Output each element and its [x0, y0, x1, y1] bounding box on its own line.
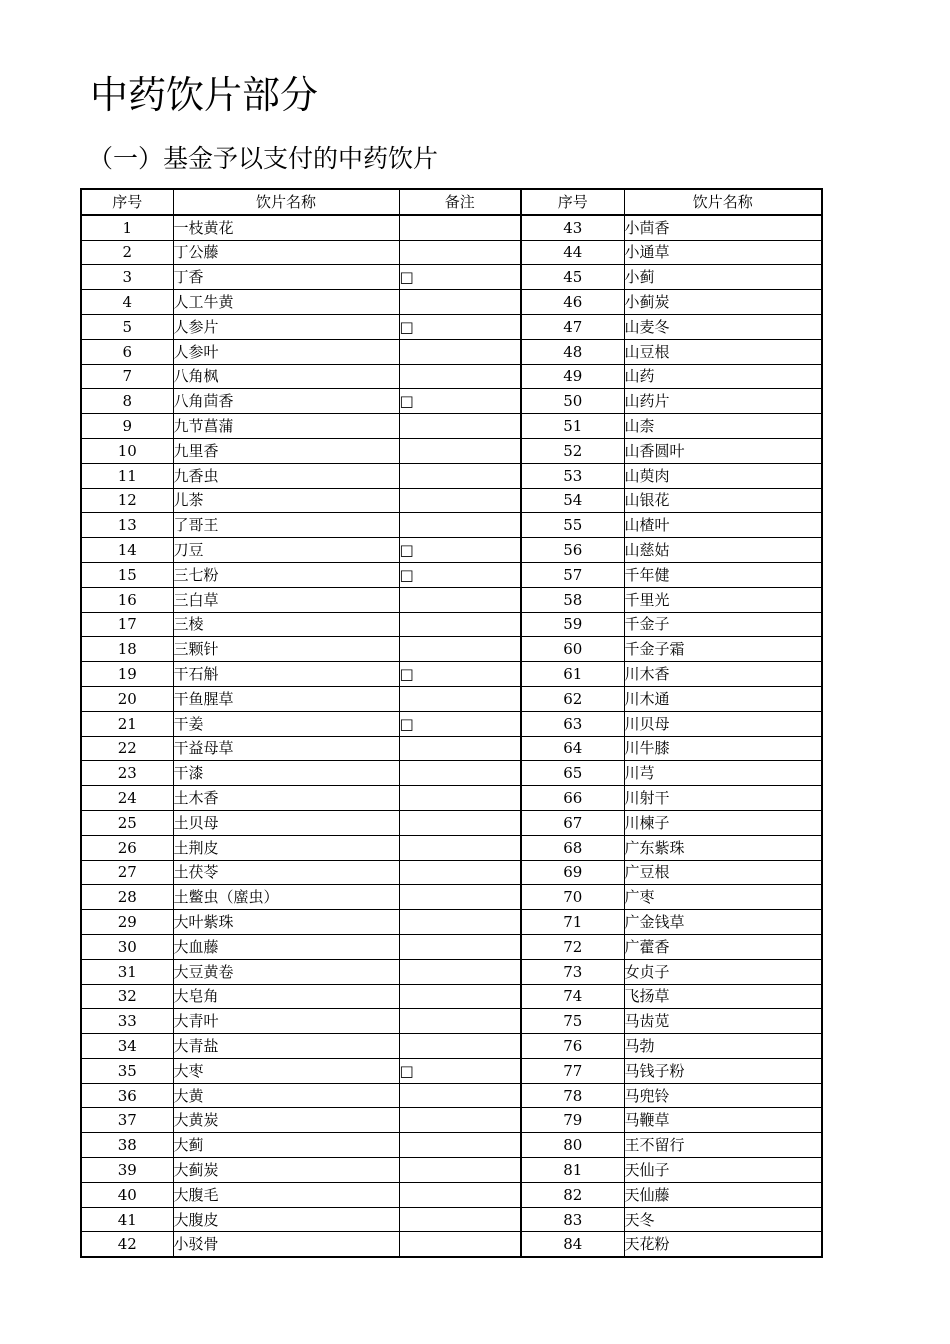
seq-right-cell: 61 — [521, 662, 624, 687]
header-name-left: 饮片名称 — [173, 189, 399, 215]
note-cell — [399, 587, 521, 612]
seq-right-cell: 69 — [521, 860, 624, 885]
name-right-cell: 马钱子粉 — [624, 1058, 822, 1083]
name-right-cell: 广金钱草 — [624, 910, 822, 935]
seq-left-cell: 3 — [81, 265, 173, 290]
seq-right-cell: 75 — [521, 1009, 624, 1034]
seq-right-cell: 59 — [521, 612, 624, 637]
seq-left-cell: 29 — [81, 910, 173, 935]
seq-left-cell: 27 — [81, 860, 173, 885]
seq-right-cell: 67 — [521, 810, 624, 835]
herbal-pieces-table — [80, 188, 823, 1258]
note-cell — [399, 1034, 521, 1059]
seq-right-cell: 57 — [521, 562, 624, 587]
note-cell — [399, 934, 521, 959]
name-right-cell: 天花粉 — [624, 1232, 822, 1257]
name-right-cell: 马勃 — [624, 1034, 822, 1059]
name-left-cell: 三棱 — [173, 612, 399, 637]
header-note: 备注 — [399, 189, 521, 215]
name-left-cell: 大腹皮 — [173, 1207, 399, 1232]
table-row — [81, 1158, 822, 1183]
seq-left-cell: 30 — [81, 934, 173, 959]
name-left-cell: 一枝黄花 — [173, 215, 399, 240]
name-right-cell: 天仙子 — [624, 1158, 822, 1183]
seq-left-cell: 31 — [81, 959, 173, 984]
table-row — [81, 1207, 822, 1232]
note-cell — [399, 959, 521, 984]
name-left-cell: 土木香 — [173, 786, 399, 811]
note-cell — [399, 860, 521, 885]
seq-left-cell: 4 — [81, 290, 173, 315]
name-left-cell: 丁公藤 — [173, 240, 399, 265]
table-row — [81, 314, 822, 339]
name-left-cell: 了哥王 — [173, 513, 399, 538]
seq-right-cell: 52 — [521, 438, 624, 463]
name-right-cell: 川木香 — [624, 662, 822, 687]
seq-left-cell: 39 — [81, 1158, 173, 1183]
table-row — [81, 934, 822, 959]
note-cell — [399, 1232, 521, 1257]
name-right-cell: 千金子 — [624, 612, 822, 637]
note-cell — [399, 1182, 521, 1207]
seq-left-cell: 1 — [81, 215, 173, 240]
seq-right-cell: 72 — [521, 934, 624, 959]
note-cell — [399, 637, 521, 662]
table-row — [81, 984, 822, 1009]
name-right-cell: 小通草 — [624, 240, 822, 265]
name-left-cell: 大豆黄卷 — [173, 959, 399, 984]
name-right-cell: 广东紫珠 — [624, 835, 822, 860]
name-left-cell: 土鳖虫（䗪虫） — [173, 885, 399, 910]
note-cell — [399, 1158, 521, 1183]
table-row — [81, 885, 822, 910]
note-cell: □ — [399, 265, 521, 290]
name-left-cell: 三白草 — [173, 587, 399, 612]
note-cell — [399, 513, 521, 538]
note-cell — [399, 463, 521, 488]
seq-right-cell: 49 — [521, 364, 624, 389]
note-cell — [399, 414, 521, 439]
seq-right-cell: 70 — [521, 885, 624, 910]
table-row — [81, 1133, 822, 1158]
seq-left-cell: 18 — [81, 637, 173, 662]
name-left-cell: 土贝母 — [173, 810, 399, 835]
name-left-cell: 八角枫 — [173, 364, 399, 389]
seq-left-cell: 35 — [81, 1058, 173, 1083]
seq-left-cell: 13 — [81, 513, 173, 538]
seq-right-cell: 77 — [521, 1058, 624, 1083]
note-cell — [399, 761, 521, 786]
name-right-cell: 山麦冬 — [624, 314, 822, 339]
name-right-cell: 山豆根 — [624, 339, 822, 364]
table-row — [81, 265, 822, 290]
header-seq-left: 序号 — [81, 189, 173, 215]
name-left-cell: 干益母草 — [173, 736, 399, 761]
note-cell: □ — [399, 314, 521, 339]
table-header-row — [81, 189, 822, 215]
seq-right-cell: 55 — [521, 513, 624, 538]
name-left-cell: 九香虫 — [173, 463, 399, 488]
seq-right-cell: 50 — [521, 389, 624, 414]
table-row — [81, 414, 822, 439]
name-right-cell: 川木通 — [624, 686, 822, 711]
table-row — [81, 488, 822, 513]
table-row — [81, 662, 822, 687]
section-subtitle: （一）基金予以支付的中药饮片 — [88, 144, 439, 173]
seq-right-cell: 53 — [521, 463, 624, 488]
seq-left-cell: 6 — [81, 339, 173, 364]
table-row — [81, 736, 822, 761]
seq-left-cell: 17 — [81, 612, 173, 637]
name-left-cell: 三七粉 — [173, 562, 399, 587]
seq-right-cell: 56 — [521, 538, 624, 563]
name-left-cell: 刀豆 — [173, 538, 399, 563]
table-row — [81, 364, 822, 389]
table-row — [81, 1232, 822, 1257]
seq-left-cell: 41 — [81, 1207, 173, 1232]
seq-right-cell: 79 — [521, 1108, 624, 1133]
table-row — [81, 686, 822, 711]
name-right-cell: 广枣 — [624, 885, 822, 910]
table-row — [81, 1108, 822, 1133]
name-right-cell: 飞扬草 — [624, 984, 822, 1009]
note-cell — [399, 364, 521, 389]
name-left-cell: 干姜 — [173, 711, 399, 736]
note-cell — [399, 1207, 521, 1232]
table-row — [81, 1034, 822, 1059]
table-row — [81, 389, 822, 414]
name-left-cell: 三颗针 — [173, 637, 399, 662]
name-right-cell: 天仙藤 — [624, 1182, 822, 1207]
name-right-cell: 小茴香 — [624, 215, 822, 240]
name-right-cell: 天冬 — [624, 1207, 822, 1232]
name-right-cell: 王不留行 — [624, 1133, 822, 1158]
name-right-cell: 女贞子 — [624, 959, 822, 984]
seq-left-cell: 37 — [81, 1108, 173, 1133]
note-cell — [399, 835, 521, 860]
table-row — [81, 240, 822, 265]
seq-left-cell: 25 — [81, 810, 173, 835]
name-left-cell: 八角茴香 — [173, 389, 399, 414]
page-title: 中药饮片部分 — [90, 73, 319, 117]
name-right-cell: 山慈姑 — [624, 538, 822, 563]
table-row — [81, 513, 822, 538]
name-left-cell: 土荆皮 — [173, 835, 399, 860]
name-left-cell: 大枣 — [173, 1058, 399, 1083]
seq-left-cell: 2 — [81, 240, 173, 265]
seq-right-cell: 82 — [521, 1182, 624, 1207]
name-left-cell: 大叶紫珠 — [173, 910, 399, 935]
name-right-cell: 马齿苋 — [624, 1009, 822, 1034]
name-right-cell: 山银花 — [624, 488, 822, 513]
table-row — [81, 562, 822, 587]
seq-right-cell: 81 — [521, 1158, 624, 1183]
table-row — [81, 463, 822, 488]
name-right-cell: 马鞭草 — [624, 1108, 822, 1133]
note-cell — [399, 488, 521, 513]
seq-right-cell: 48 — [521, 339, 624, 364]
seq-right-cell: 58 — [521, 587, 624, 612]
name-left-cell: 大黄炭 — [173, 1108, 399, 1133]
seq-left-cell: 36 — [81, 1083, 173, 1108]
seq-right-cell: 46 — [521, 290, 624, 315]
seq-right-cell: 84 — [521, 1232, 624, 1257]
table-row — [81, 612, 822, 637]
name-left-cell: 丁香 — [173, 265, 399, 290]
seq-left-cell: 5 — [81, 314, 173, 339]
seq-left-cell: 7 — [81, 364, 173, 389]
name-right-cell: 山香圆叶 — [624, 438, 822, 463]
name-right-cell: 山萸肉 — [624, 463, 822, 488]
name-left-cell: 大腹毛 — [173, 1182, 399, 1207]
name-right-cell: 广豆根 — [624, 860, 822, 885]
seq-left-cell: 9 — [81, 414, 173, 439]
name-right-cell: 川射干 — [624, 786, 822, 811]
seq-left-cell: 12 — [81, 488, 173, 513]
name-right-cell: 小蓟 — [624, 265, 822, 290]
seq-left-cell: 42 — [81, 1232, 173, 1257]
name-left-cell: 儿茶 — [173, 488, 399, 513]
name-right-cell: 千年健 — [624, 562, 822, 587]
table-row — [81, 860, 822, 885]
seq-right-cell: 64 — [521, 736, 624, 761]
seq-left-cell: 14 — [81, 538, 173, 563]
seq-right-cell: 76 — [521, 1034, 624, 1059]
name-right-cell: 山楂叶 — [624, 513, 822, 538]
note-cell — [399, 736, 521, 761]
name-left-cell: 大蓟 — [173, 1133, 399, 1158]
table-row — [81, 215, 822, 240]
seq-right-cell: 83 — [521, 1207, 624, 1232]
name-left-cell: 干鱼腥草 — [173, 686, 399, 711]
seq-left-cell: 11 — [81, 463, 173, 488]
seq-left-cell: 24 — [81, 786, 173, 811]
name-right-cell: 川贝母 — [624, 711, 822, 736]
name-left-cell: 人参片 — [173, 314, 399, 339]
table-row — [81, 835, 822, 860]
seq-right-cell: 65 — [521, 761, 624, 786]
table-row — [81, 1058, 822, 1083]
note-cell — [399, 240, 521, 265]
seq-left-cell: 23 — [81, 761, 173, 786]
name-left-cell: 干漆 — [173, 761, 399, 786]
seq-right-cell: 51 — [521, 414, 624, 439]
seq-left-cell: 26 — [81, 835, 173, 860]
header-seq-right: 序号 — [521, 189, 624, 215]
seq-left-cell: 8 — [81, 389, 173, 414]
note-cell: □ — [399, 711, 521, 736]
table-row — [81, 438, 822, 463]
seq-right-cell: 62 — [521, 686, 624, 711]
seq-right-cell: 73 — [521, 959, 624, 984]
name-left-cell: 大青叶 — [173, 1009, 399, 1034]
seq-left-cell: 40 — [81, 1182, 173, 1207]
note-cell — [399, 612, 521, 637]
table-row — [81, 538, 822, 563]
seq-right-cell: 63 — [521, 711, 624, 736]
name-right-cell: 山药片 — [624, 389, 822, 414]
name-left-cell: 大血藤 — [173, 934, 399, 959]
seq-right-cell: 80 — [521, 1133, 624, 1158]
seq-right-cell: 47 — [521, 314, 624, 339]
table-row — [81, 637, 822, 662]
seq-left-cell: 38 — [81, 1133, 173, 1158]
note-cell — [399, 339, 521, 364]
seq-right-cell: 45 — [521, 265, 624, 290]
seq-right-cell: 74 — [521, 984, 624, 1009]
table-row — [81, 810, 822, 835]
name-right-cell: 千里光 — [624, 587, 822, 612]
note-cell — [399, 686, 521, 711]
name-right-cell: 山柰 — [624, 414, 822, 439]
seq-right-cell: 43 — [521, 215, 624, 240]
header-name-right: 饮片名称 — [624, 189, 822, 215]
seq-left-cell: 15 — [81, 562, 173, 587]
name-right-cell: 川楝子 — [624, 810, 822, 835]
note-cell — [399, 786, 521, 811]
name-left-cell: 土茯苓 — [173, 860, 399, 885]
note-cell — [399, 984, 521, 1009]
name-right-cell: 川牛膝 — [624, 736, 822, 761]
seq-right-cell: 60 — [521, 637, 624, 662]
note-cell: □ — [399, 662, 521, 687]
name-left-cell: 大蓟炭 — [173, 1158, 399, 1183]
table-row — [81, 959, 822, 984]
table-row — [81, 290, 822, 315]
seq-right-cell: 68 — [521, 835, 624, 860]
seq-left-cell: 21 — [81, 711, 173, 736]
name-left-cell: 大皂角 — [173, 984, 399, 1009]
note-cell — [399, 215, 521, 240]
table-row — [81, 711, 822, 736]
seq-right-cell: 66 — [521, 786, 624, 811]
seq-left-cell: 33 — [81, 1009, 173, 1034]
name-right-cell: 山药 — [624, 364, 822, 389]
name-right-cell: 川芎 — [624, 761, 822, 786]
name-right-cell: 千金子霜 — [624, 637, 822, 662]
table-row — [81, 587, 822, 612]
note-cell — [399, 290, 521, 315]
name-right-cell: 马兜铃 — [624, 1083, 822, 1108]
seq-left-cell: 16 — [81, 587, 173, 612]
table-row — [81, 910, 822, 935]
seq-right-cell: 71 — [521, 910, 624, 935]
table-row — [81, 761, 822, 786]
seq-left-cell: 32 — [81, 984, 173, 1009]
note-cell — [399, 1108, 521, 1133]
name-right-cell: 广藿香 — [624, 934, 822, 959]
name-left-cell: 人工牛黄 — [173, 290, 399, 315]
seq-left-cell: 22 — [81, 736, 173, 761]
note-cell — [399, 1009, 521, 1034]
seq-right-cell: 54 — [521, 488, 624, 513]
note-cell — [399, 885, 521, 910]
note-cell: □ — [399, 389, 521, 414]
note-cell — [399, 810, 521, 835]
note-cell: □ — [399, 1058, 521, 1083]
note-cell: □ — [399, 562, 521, 587]
name-left-cell: 小驳骨 — [173, 1232, 399, 1257]
note-cell — [399, 1133, 521, 1158]
table-row — [81, 1083, 822, 1108]
name-left-cell: 大黄 — [173, 1083, 399, 1108]
table-row — [81, 339, 822, 364]
name-left-cell: 大青盐 — [173, 1034, 399, 1059]
name-left-cell: 人参叶 — [173, 339, 399, 364]
seq-right-cell: 44 — [521, 240, 624, 265]
name-right-cell: 小蓟炭 — [624, 290, 822, 315]
seq-left-cell: 34 — [81, 1034, 173, 1059]
seq-left-cell: 28 — [81, 885, 173, 910]
seq-left-cell: 20 — [81, 686, 173, 711]
name-left-cell: 干石斛 — [173, 662, 399, 687]
table-row — [81, 1182, 822, 1207]
table-row — [81, 1009, 822, 1034]
name-left-cell: 九里香 — [173, 438, 399, 463]
note-cell — [399, 910, 521, 935]
note-cell — [399, 1083, 521, 1108]
seq-left-cell: 10 — [81, 438, 173, 463]
note-cell: □ — [399, 538, 521, 563]
note-cell — [399, 438, 521, 463]
name-left-cell: 九节菖蒲 — [173, 414, 399, 439]
seq-left-cell: 19 — [81, 662, 173, 687]
table-row — [81, 786, 822, 811]
seq-right-cell: 78 — [521, 1083, 624, 1108]
